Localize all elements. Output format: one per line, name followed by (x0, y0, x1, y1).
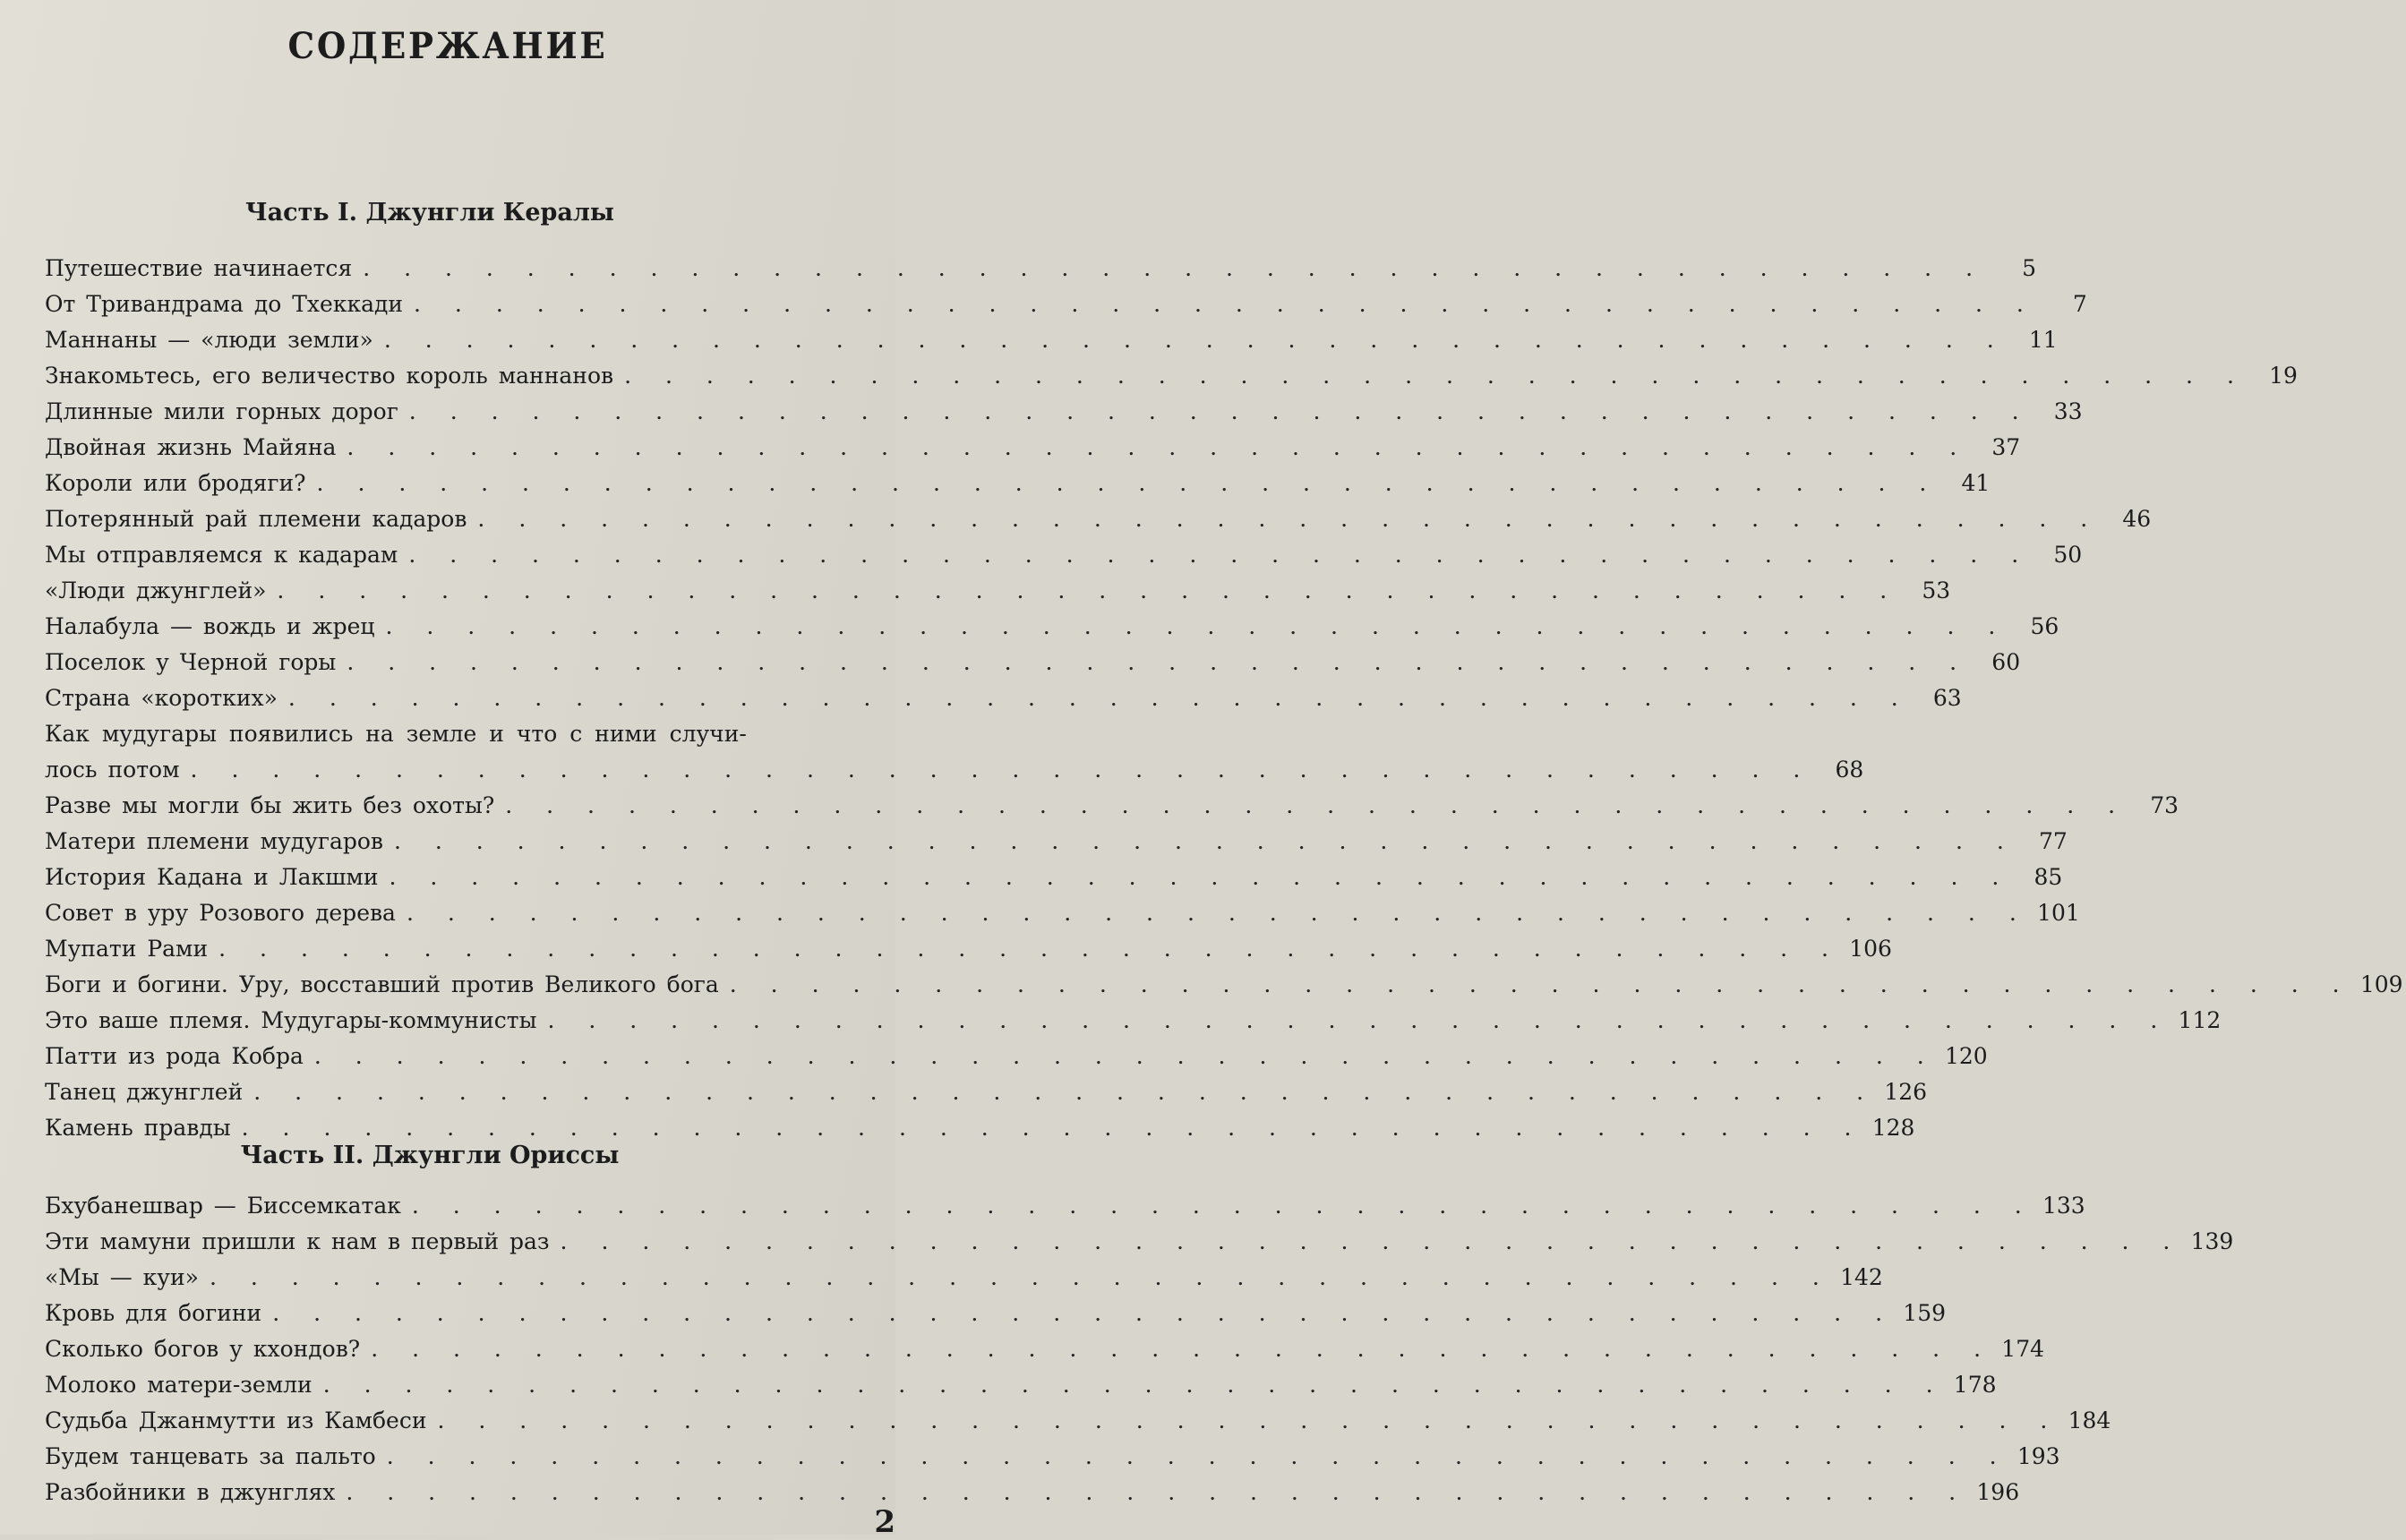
dot-leader: . . . . . . . . . . . . . . . . . . . . . . . . . . . . . . . . . . . . . . . . (241, 1115, 1865, 1141)
toc-entry-page-number: 142 (1840, 1264, 1883, 1290)
part-2-contents (45, 1188, 2234, 1510)
toc-entry-row (45, 1475, 2020, 1510)
toc-entry-page-number: 56 (2030, 613, 2059, 639)
toc-entry-page-number: 41 (1961, 470, 1991, 496)
toc-entry-page-number: 53 (1922, 578, 1951, 603)
dot-leader: . . . . . . . . . . . . . . . . . . . . . . . . . . . . . . . . . . . . . . . . (414, 291, 2037, 317)
toc-entry (45, 251, 2037, 287)
page-number-corner: 2 (874, 1504, 895, 1540)
toc-entry-title: Совет в уру Розового дерева (45, 900, 396, 926)
toc-entry-title: Путешествие начинается (45, 255, 353, 281)
toc-entry (45, 1475, 2020, 1510)
dot-leader: . . . . . . . . . . . . . . . . . . . . . . . . . . . . . . . . . . . . . . . . (363, 255, 1987, 281)
toc-entry-page-number: 193 (2016, 1443, 2060, 1469)
toc-entry-title: Матери племени мудугаров (45, 828, 383, 854)
toc-entry (45, 645, 2021, 680)
toc-entry-title: Это ваше племя. Мудугары-коммунисты (45, 1007, 537, 1033)
toc-entry-row (45, 967, 2403, 1003)
toc-entry-row (45, 466, 1991, 501)
toc-entry-row (45, 1224, 2234, 1260)
dot-leader: . . . . . . . . . . . . . . . . . . . . . . . . . . . . . . . . . . . . . . . . (406, 900, 2030, 926)
toc-entry (45, 1003, 2222, 1039)
toc-entry-row (45, 358, 2298, 394)
page-title: СОДЕРЖАНИЕ (287, 25, 608, 67)
toc-entry (45, 680, 1962, 716)
toc-entry-title: Камень правды (45, 1115, 231, 1141)
toc-entry-row (45, 1296, 1947, 1331)
toc-entry-row (45, 752, 1864, 788)
toc-entry (45, 824, 2068, 860)
dot-leader: . . . . . . . . . . . . . . . . . . . . . . . . . . . . . . . . . . . . . . . . (322, 1372, 1947, 1398)
toc-entry-row (45, 430, 2021, 466)
toc-entry-page-number: 7 (2072, 291, 2087, 317)
toc-entry-title: Разбойники в джунглях (45, 1479, 336, 1505)
toc-entry-row (45, 501, 2152, 537)
toc-entry (45, 322, 2058, 358)
toc-entry (45, 1110, 1915, 1146)
toc-entry-page-number: 11 (2028, 327, 2058, 353)
toc-entry-page-number: 46 (2122, 506, 2152, 532)
toc-entry-row (45, 1110, 1915, 1146)
dot-leader: . . . . . . . . . . . . . . . . . . . . . . . . . . . . . . . . . . . . . . . . (313, 1043, 1938, 1069)
toc-entry-page-number: 37 (1991, 434, 2021, 460)
toc-entry (45, 1188, 2085, 1224)
toc-entry-title: История Кадана и Лакшми (45, 864, 379, 890)
toc-entry (45, 466, 1991, 501)
dot-leader: . . . . . . . . . . . . . . . . . . . . . . . . . . . . . . . . . . . . . . . . (393, 828, 2017, 854)
toc-entry-page-number: 60 (1991, 649, 2021, 675)
toc-entry-row (45, 895, 2080, 931)
dot-leader: . . . . . . . . . . . . . . . . . . . . . . . . . . . . . . . . . . . . . . . . (437, 1407, 2061, 1433)
toc-entry-title: Боги и богини. Уру, восставший против Великого бога (45, 971, 719, 997)
toc-entry (45, 573, 1951, 609)
toc-entry-row (45, 931, 1892, 967)
toc-entry (45, 1074, 1928, 1110)
toc-entry-row (45, 537, 2083, 573)
toc-entry-page-number: 5 (2022, 255, 2037, 281)
toc-entry-page-number: 109 (2359, 971, 2403, 997)
toc-entry-title: Длинные мили горных дорог (45, 398, 398, 424)
toc-entry (45, 1367, 1997, 1403)
toc-entry-title: Маннаны — «люди земли» (45, 327, 373, 353)
toc-entry (45, 1260, 1883, 1296)
dot-leader: . . . . . . . . . . . . . . . . . . . . . . . . . . . . . . . . . . . . . . . . (277, 578, 1901, 603)
toc-entry-row (45, 287, 2087, 322)
toc-entry (45, 537, 2083, 573)
toc-entry-page-number: 77 (2038, 828, 2068, 854)
dot-leader: . . . . . . . . . . . . . . . . . . . . . . . . . . . . . . . . . . . . . . . . (560, 1228, 2184, 1254)
dot-leader: . . . . . . . . . . . . . . . . . . . . . . . . . . . . . . . . . . . . . . . . (253, 1079, 1878, 1105)
dot-leader: . . . . . . . . . . . . . . . . . . . . . . . . . . . . . . . . . . . . . . . . (389, 864, 2013, 890)
toc-entry-row (45, 645, 2021, 680)
dot-leader: . . . . . . . . . . . . . . . . . . . . . . . . . . . . . . . . . . . . . . . . (385, 613, 2009, 639)
toc-entry (45, 860, 2063, 895)
dot-leader: . . . . . . . . . . . . . . . . . . . . . . . . . . . . . . . . . . . . . . . . (190, 757, 1814, 783)
toc-entry (45, 788, 2179, 824)
toc-entry-page-number: 196 (1976, 1479, 2020, 1505)
toc-entry-row (45, 1403, 2111, 1439)
toc-entry-row (45, 394, 2083, 430)
dot-leader: . . . . . . . . . . . . . . . . . . . . . . . . . . . . . . . . . . . . . . . . (505, 792, 2129, 818)
dot-leader: . . . . . . . . . . . . . . . . . . . . . . . . . . . . . . . . . . . . . . . . (408, 542, 2033, 568)
toc-entry-row (45, 788, 2179, 824)
toc-entry-title: Танец джунглей (45, 1079, 244, 1105)
toc-entry (45, 501, 2152, 537)
toc-entry (45, 609, 2059, 645)
toc-entry-page-number: 178 (1953, 1372, 1997, 1398)
toc-entry (45, 716, 1864, 788)
toc-entry (45, 1331, 2045, 1367)
toc-entry-page-number: 126 (1884, 1079, 1928, 1105)
part-1-contents (45, 251, 2403, 1146)
toc-entry-row (45, 609, 2059, 645)
toc-entry-title: «Люди джунглей» (45, 578, 267, 603)
dot-leader: . . . . . . . . . . . . . . . . . . . . . . . . . . . . . . . . . . . . . . . . (624, 363, 2248, 389)
toc-entry (45, 358, 2298, 394)
dot-leader: . . . . . . . . . . . . . . . . . . . . . . . . . . . . . . . . . . . . . . . . (287, 685, 1912, 711)
toc-entry (45, 967, 2403, 1003)
toc-entry-page-number: 159 (1903, 1300, 1947, 1326)
toc-entry-title: Кровь для богини (45, 1300, 262, 1326)
toc-entry-title: Эти мамуни пришли к нам в первый раз (45, 1228, 550, 1254)
dot-leader: . . . . . . . . . . . . . . . . . . . . . . . . . . . . . . . . . . . . . . . . (477, 506, 2102, 532)
toc-entry-title: Короли или бродяги? (45, 470, 306, 496)
toc-entry-page-number: 63 (1932, 685, 1962, 711)
toc-entry-row (45, 824, 2068, 860)
dot-leader: . . . . . . . . . . . . . . . . . . . . . . . . . . . . . . . . . . . . . . . . (411, 1193, 2035, 1219)
toc-entry (45, 1403, 2111, 1439)
toc-entry-title: Молоко матери-земли (45, 1372, 313, 1398)
part-1-title: Часть I. Джунгли Кералы (244, 199, 614, 227)
toc-entry-page-number: 120 (1944, 1043, 1988, 1069)
toc-entry-page-number: 139 (2190, 1228, 2234, 1254)
dot-leader: . . . . . . . . . . . . . . . . . . . . . . . . . . . . . . . . . . . . . . . . (346, 1479, 1970, 1505)
toc-entry (45, 287, 2087, 322)
toc-entry-row (45, 251, 2037, 287)
toc-entry-title: Разве мы могли бы жить без охоты? (45, 792, 495, 818)
toc-entry-page-number: 128 (1871, 1115, 1915, 1141)
toc-entry-title: Патти из рода Кобра (45, 1043, 304, 1069)
toc-entry-row (45, 860, 2063, 895)
dot-leader: . . . . . . . . . . . . . . . . . . . . . . . . . . . . . . . . . . . . . . . . (347, 434, 1971, 460)
toc-entry (45, 1039, 1988, 1074)
toc-entry-title: Поселок у Черной горы (45, 649, 337, 675)
toc-entry-row (45, 1003, 2222, 1039)
dot-leader: . . . . . . . . . . . . . . . . . . . . . . . . . . . . . . . . . . . . . . . . (218, 936, 1842, 962)
toc-entry-row (45, 573, 1951, 609)
dot-leader: . . . . . . . . . . . . . . . . . . . . . . . . . . . . . . . . . . . . . . . . (383, 327, 2008, 353)
dot-leader: . . . . . . . . . . . . . . . . . . . . . . . . . . . . . . . . . . . . . . . . (347, 649, 1971, 675)
toc-entry-title: От Тривандрама до Тхеккади (45, 291, 404, 317)
toc-entry-title: Знакомьтесь, его величество король маннанов (45, 363, 614, 389)
toc-entry-title: «Мы — куи» (45, 1264, 199, 1290)
toc-entry-page-number: 73 (2150, 792, 2179, 818)
toc-entry-title: Бхубанешвар — Биссемкатак (45, 1193, 401, 1219)
toc-entry-page-number: 85 (2034, 864, 2063, 890)
toc-entry-row (45, 1367, 1997, 1403)
toc-entry-row (45, 322, 2058, 358)
toc-entry-page-number: 184 (2068, 1407, 2111, 1433)
toc-entry-page-number: 112 (2178, 1007, 2222, 1033)
dot-leader: . . . . . . . . . . . . . . . . . . . . . . . . . . . . . . . . . . . . . . . . (371, 1336, 1995, 1362)
dot-leader: . . . . . . . . . . . . . . . . . . . . . . . . . . . . . . . . . . . . . . . . (316, 470, 1940, 496)
toc-entry-title: Двойная жизнь Майяна (45, 434, 337, 460)
toc-entry-title: Сколько богов у кхондов? (45, 1336, 361, 1362)
dot-leader: . . . . . . . . . . . . . . . . . . . . . . . . . . . . . . . . . . . . . . . . (729, 971, 2353, 997)
toc-entry-page-number: 68 (1835, 757, 1864, 783)
toc-entry (45, 430, 2021, 466)
toc-entry-row (45, 1331, 2045, 1367)
toc-entry-row (45, 680, 1962, 716)
toc-entry-row (45, 1188, 2085, 1224)
toc-entry-title: Потерянный рай племени кадаров (45, 506, 467, 532)
toc-entry (45, 895, 2080, 931)
toc-entry (45, 394, 2083, 430)
toc-entry-title: Мы отправляемся к кадарам (45, 542, 398, 568)
toc-entry-row (45, 1260, 1883, 1296)
dot-leader: . . . . . . . . . . . . . . . . . . . . . . . . . . . . . . . . . . . . . . . . (547, 1007, 2171, 1033)
toc-entry-title: Страна «коротких» (45, 685, 278, 711)
toc-entry (45, 931, 1892, 967)
toc-entry (45, 1224, 2234, 1260)
toc-entry-title: Мупати Рами (45, 936, 209, 962)
toc-entry-page-number: 50 (2053, 542, 2083, 568)
toc-entry-title: Налабула — вождь и жрец (45, 613, 375, 639)
toc-entry-page-number: 33 (2053, 398, 2083, 424)
dot-leader: . . . . . . . . . . . . . . . . . . . . . . . . . . . . . . . . . . . . . . . . (209, 1264, 1833, 1290)
toc-entry-title-line1: Как мудугары появились на земле и что с ними случи- (45, 721, 747, 747)
toc-entry-page-number: 19 (2269, 363, 2298, 389)
dot-leader: . . . . . . . . . . . . . . . . . . . . . . . . . . . . . . . . . . . . . . . . (386, 1443, 2010, 1469)
toc-entry-title: Будем танцевать за пальто (45, 1443, 376, 1469)
toc-entry-row (45, 1074, 1928, 1110)
toc-entry-page-number: 174 (2001, 1336, 2045, 1362)
toc-entry-page-number: 133 (2042, 1193, 2085, 1219)
toc-entry-page-number: 101 (2037, 900, 2080, 926)
dot-leader: . . . . . . . . . . . . . . . . . . . . . . . . . . . . . . . . . . . . . . . . (272, 1300, 1897, 1326)
toc-entry-row (45, 1039, 1988, 1074)
toc-entry-page-number: 106 (1849, 936, 1892, 962)
toc-entry-title: Судьба Джанмутти из Камбеси (45, 1407, 427, 1433)
toc-entry-row (45, 1439, 2060, 1475)
toc-entry (45, 1296, 1947, 1331)
toc-entry (45, 1439, 2060, 1475)
part-2-title: Часть II. Джунгли Ориссы (240, 1142, 620, 1169)
dot-leader: . . . . . . . . . . . . . . . . . . . . . . . . . . . . . . . . . . . . . . . . (408, 398, 2033, 424)
toc-entry-title: лось потом (45, 757, 180, 783)
